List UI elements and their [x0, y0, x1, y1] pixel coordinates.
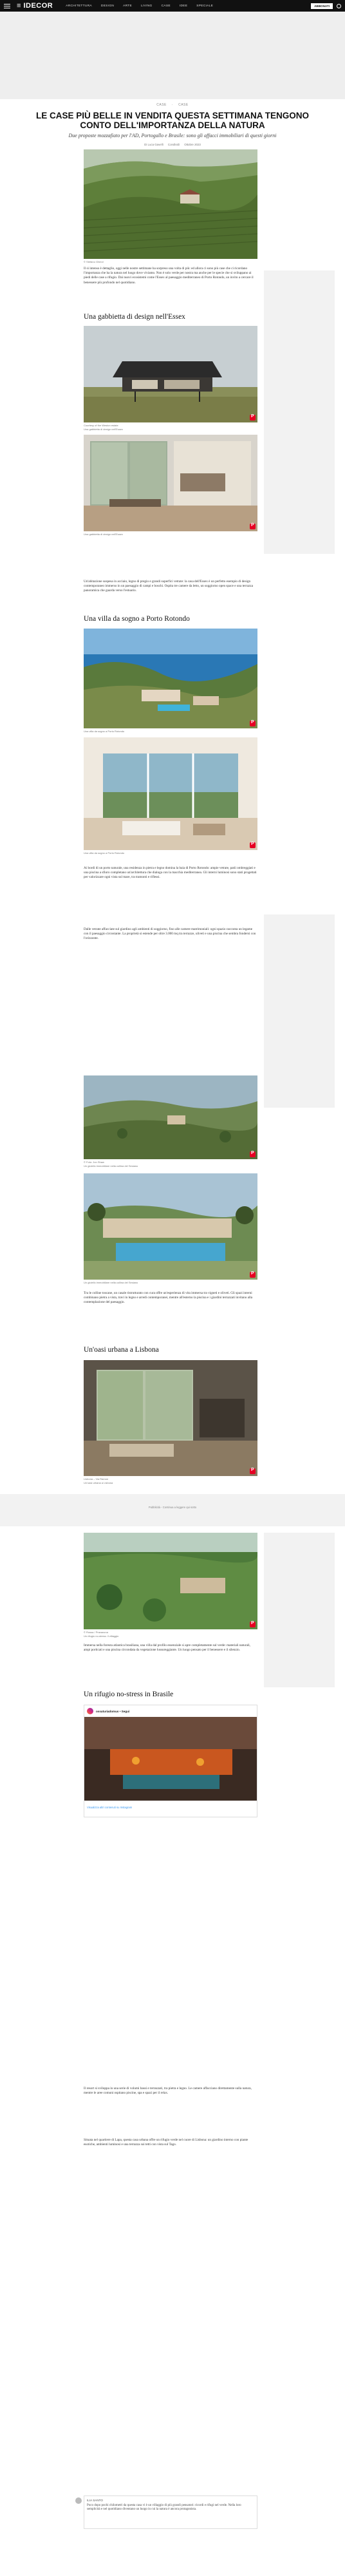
- image-caption: Una gabbietta di design nell'Essex: [84, 533, 124, 536]
- image-caption: © Rossa / Pravacuna: [84, 1631, 108, 1634]
- nav-item[interactable]: IDEE: [179, 4, 188, 8]
- nav-item[interactable]: ARTE: [123, 4, 133, 8]
- nav-item[interactable]: SPECIALE: [196, 4, 214, 8]
- instagram-account[interactable]: ossaturiadomus • Segui: [96, 1709, 130, 1713]
- comment-author[interactable]: ILIA SANTO: [87, 2499, 103, 2502]
- top-navigation-bar: [0, 0, 345, 12]
- instagram-view-more-link[interactable]: Visualizza altri contenuti su Instagram: [87, 1806, 133, 1809]
- pinterest-save-icon[interactable]: [250, 1272, 256, 1278]
- mid-ad-placeholder: Pubblicità - Continua a leggere qui sotto: [0, 1494, 345, 1526]
- section-heading: Una gabbietta di design nell'Essex: [84, 313, 185, 321]
- tag[interactable]: CASE: [178, 103, 189, 107]
- image-caption: Una villa da sogno a Porto Rotondo: [84, 730, 125, 733]
- section-heading: Un rifugio no-stress in Brasile: [84, 1690, 174, 1698]
- byline: [0, 143, 345, 146]
- comment-text: Poco dopo pochi chilometri da questa casa vi è un villaggio di più grandi pensatori: ricordi e rifugi nel verde. Nella loro semplicità e nel quotidiano diventano un luogo in cui la natura è ancora protagonista.: [87, 2504, 241, 2512]
- sidebar-ad: [264, 1533, 335, 1687]
- essex-house-image: [84, 326, 257, 422]
- image-caption: Un gioiello immobiliare nella collina del Sesiano: [84, 1281, 138, 1284]
- porto-rotondo-coast-image: [84, 629, 257, 728]
- paragraph: Ai bordi di un porto naturale, una residenza in pietra e legno domina la baia di Porto Rotondo: ampie vetrate, patii ombreggiati e una piscina a sfioro completano un'architettura che dialoga con la macchia mediterranea. Gli interni luminosi sono stati progettati per valorizzare ogni vista sul mare, tra tramonti e riflessi.: [84, 866, 257, 880]
- image-caption: © Foto: Jon Shaw: [84, 1160, 104, 1164]
- image-caption: Courtesy of the Weston estate: [84, 424, 118, 427]
- pinterest-save-icon[interactable]: [250, 842, 256, 848]
- instagram-header: [84, 1705, 257, 1717]
- comment-card: [84, 2496, 257, 2529]
- nav-item[interactable]: CASE: [161, 4, 171, 8]
- paragraph: Immersa nella foresta atlantica brasiliana, una villa dal profilo essenziale si apre completamente sul verde: materiali naturali, ampi porticati e una piscina circondata da vegetazione lussureggiante. Un luogo pensato per il benessere e il silenzio.: [84, 1643, 250, 1653]
- image-caption: Un'oasi urbana a Lisbona: [84, 1481, 113, 1484]
- article-tags: CASE · CASE: [156, 103, 189, 107]
- hero-image: [84, 149, 257, 259]
- pinterest-save-icon[interactable]: [250, 1151, 256, 1157]
- image-caption: Una gabbietta di design nell'Essex: [84, 428, 124, 431]
- section-heading: Una villa da sogno a Porto Rotondo: [84, 615, 190, 623]
- pinterest-save-icon[interactable]: [250, 721, 256, 726]
- tuscany-landscape-image: [84, 1075, 257, 1159]
- article-subtitle: Due proposte mozzafiato per l'AD, Portogallo e Brasile: sono gli affacci immobiliari di questi giorni: [68, 133, 277, 138]
- lisbon-interior-image: [84, 1360, 257, 1476]
- brazil-garden-image: [84, 1533, 257, 1629]
- sidebar-ad: [264, 914, 335, 1108]
- pinterest-save-icon[interactable]: [250, 1622, 256, 1627]
- article-title: LE CASE PIÙ BELLE IN VENDITA QUESTA SETTIMANA TENGONO CONTO DELL'IMPORTANZA DELLA NATURA: [35, 111, 310, 130]
- paragraph: Il resort si sviluppa in una serie di volumi bassi e terrazzati, tra pietra e legno. Le camere affacciano direttamente sulla natura, mentre le aree comuni ospitano piscine, spa e spazi per il relax.: [84, 2087, 252, 2096]
- instagram-photo: [84, 1717, 257, 1801]
- paragraph: Situata nel quartiere di Lapa, questa casa urbana offre un rifugio verde nel cuore di Lisbona: un giardino interno con piante esotiche, ambienti luminosi e una terrazza sui tetti con vista sul Tago.: [84, 2138, 248, 2147]
- pinterest-save-icon[interactable]: [250, 524, 256, 529]
- porto-rotondo-interior-image: [84, 737, 257, 850]
- instagram-avatar[interactable]: [87, 1708, 93, 1714]
- section-heading: Un'oasi urbana a Lisbona: [84, 1346, 159, 1354]
- paragraph: Dalle vetrate affacciate sul giardino agli ambienti di soggiorno, fino alle camere matrimoniali: ogni spazio racconta un legame con il paesaggio circostante. La proprietà si estende per oltre 3.000 mq tra terrazze, uliveti e una piscina che sembra fondersi con l'orizzonte.: [84, 927, 256, 941]
- topbar-actions: [311, 3, 341, 9]
- image-caption: Una villa da sogno a Porto Rotondo: [84, 851, 125, 855]
- tuscany-pool-image: [84, 1173, 257, 1280]
- sidebar-ad: [264, 270, 335, 554]
- pinterest-save-icon[interactable]: [250, 415, 256, 421]
- nav-item[interactable]: LIVING: [141, 4, 153, 8]
- paragraph: Un'abitazione sospesa in acciaio, legno di pregio e grandi superfici vetrate: la casa dell'Essex è un perfetto esempio di design contemporaneo immerso in un paesaggio di campi e boschi. Ospita tre camere da letto, un soggiorno open space e una terrazza panoramica che guarda verso l'estuario.: [84, 580, 254, 593]
- tag[interactable]: CASE: [156, 103, 167, 107]
- paragraph: Tra le colline toscane, un casale ristrutturato con cura offre un'esperienza di vita immersa tra vigneti e oliveti. Gli spazi interni combinano pietra a vista, travi in legno e arredi contemporanei, mentre all'esterno la piscina e i giardini terrazzati invitano alla contemplazione del paesaggio.: [84, 1291, 253, 1305]
- instagram-embed[interactable]: [84, 1705, 257, 1817]
- pinterest-save-icon[interactable]: [250, 1468, 256, 1474]
- top-ad-placeholder: [0, 12, 345, 99]
- publish-date: Ottobre 2023: [184, 143, 201, 146]
- author-link[interactable]: Di Luca Gavelli: [144, 143, 163, 146]
- nav-item[interactable]: DESIGN: [100, 4, 115, 8]
- image-caption: © Stefano Gherzi: [84, 260, 104, 263]
- site-logo[interactable]: ≡ IDECOR: [17, 2, 53, 10]
- main-nav: [66, 5, 213, 8]
- image-caption: Un rifugio no-stress: il villaggio: [84, 1634, 119, 1638]
- paragraph: Il sì intenso è dettaglio, oggi nelle nostre settimane ha sorpreso una volta di più: ed allora ci sono più case che ci ricordano l'importanza che ha la natura nel luogo dove viviamo. Non è solo verde per nostra ma anche per le specie che si sviluppano ai piedi delle case a rifugio. Dai nuovi ecosistemi come l'Essex al paesaggio mediterraneo di Porto Rotondo, un invito a cercare il benessere più profondo nel quotidiano.: [84, 267, 254, 285]
- image-caption: Lisbona – Via Ramon: [84, 1477, 109, 1481]
- menu-icon[interactable]: [4, 4, 10, 8]
- search-icon[interactable]: [337, 4, 341, 8]
- essex-interior-image: [84, 435, 257, 531]
- commenter-avatar: [75, 2497, 82, 2504]
- share-link[interactable]: Condividi: [167, 143, 180, 146]
- subscribe-button[interactable]: ABBONATI: [311, 3, 333, 9]
- nav-item[interactable]: ARCHITETTURA: [66, 4, 92, 8]
- image-caption: Un gioiello immobiliare nella collina del Sesiano: [84, 1164, 138, 1168]
